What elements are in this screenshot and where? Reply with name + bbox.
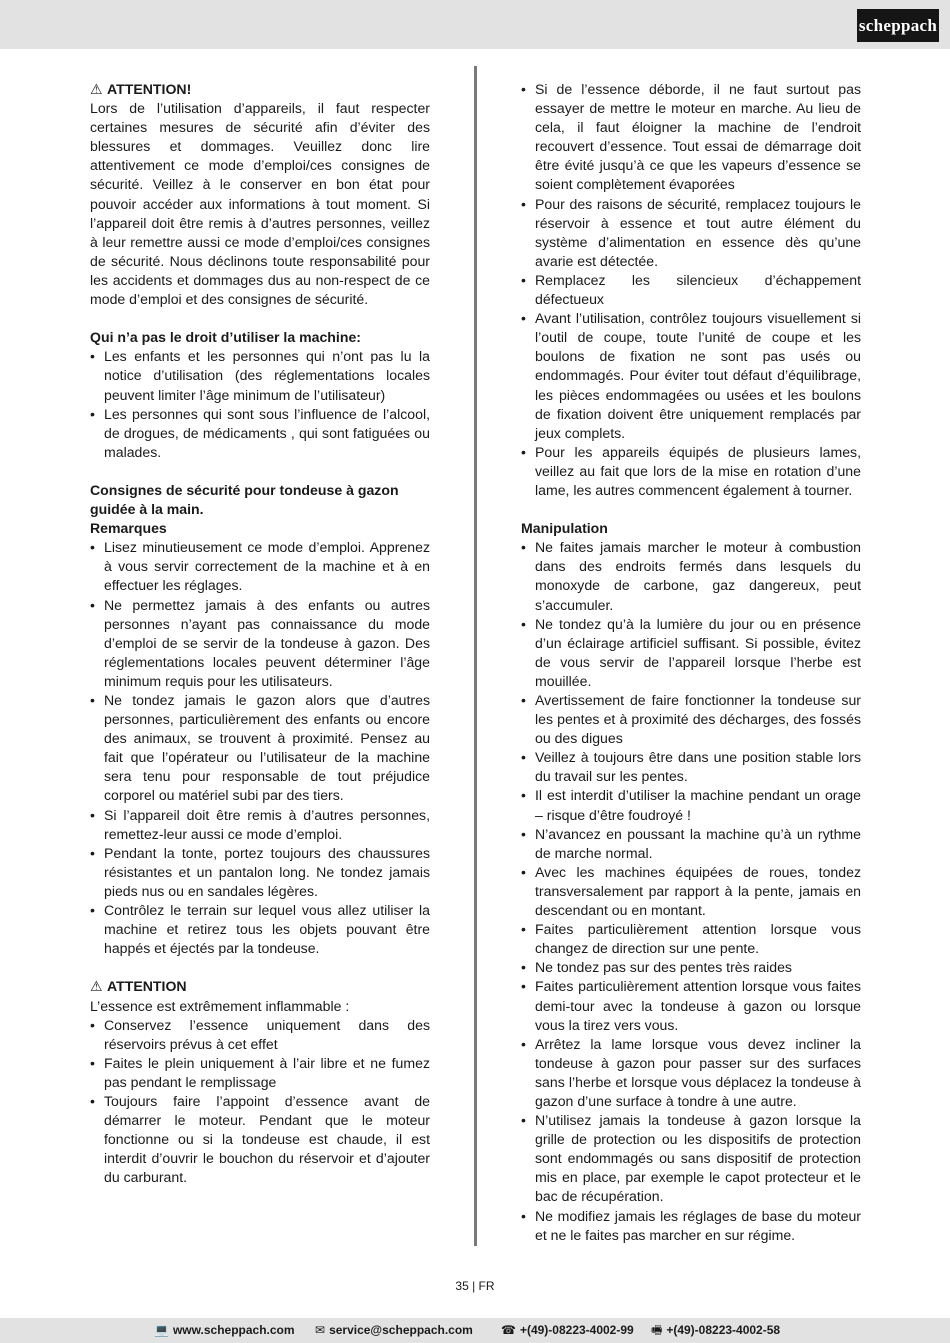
list-item: • N’utilisez jamais la tondeuse à gazon lorsque la grille de protection ou les dispositifs de protection sont endommagés ou sans dispositif de protection mis en place, par exemple le capot protecteur et le bac de récupération. [521, 1111, 861, 1206]
page-number: 35 | FR [455, 1279, 495, 1293]
list-item: • Faites particulièrement attention lorsque vous faites demi-tour avec la tondeuse à gazon ou lorsque vous la tirez vers vous. [521, 977, 861, 1034]
attention-fuel-heading: ⚠ ATTENTION [90, 977, 430, 996]
list-item: • Les personnes qui sont sous l’influence de l’alcool, de drogues, de médicaments , qui sont fatiguées ou malades. [90, 405, 430, 462]
list-item: • Si de l’essence déborde, il ne faut surtout pas essayer de mettre le moteur en marche. Au lieu de cela, il faut éloigner la machine de l’endroit recouvert d’essence. Tout essai de démarrage doit être évité jusqu’à ce que les vapeurs d’essence se soient complètement évaporées [521, 80, 861, 195]
footer-phone: ☎ +(49)-08223-4002-99 [501, 1323, 634, 1337]
no-right-heading: Qui n’a pas le droit d’utiliser la machine: [90, 329, 361, 346]
computer-icon: 💻 [154, 1323, 169, 1337]
right-column [521, 80, 861, 1245]
list-item: • Veillez à toujours être dans une position stable lors du travail sur les pentes. [521, 748, 861, 786]
list-item: • Conservez l’essence uniquement dans des réservoirs prévus à cet effet [90, 1016, 430, 1054]
envelope-icon: ✉ [315, 1323, 326, 1337]
list-item: • Avec les machines équipées de roues, tondez transversalement par rapport à la pente, jamais en descendant ou en montant. [521, 863, 861, 920]
list-item: • Avertissement de faire fonctionner la tondeuse sur les pentes et à proximité des décharges, des fossés ou des digues [521, 691, 861, 748]
list-item: • Remplacez les silencieux d’échappement défectueux [521, 271, 861, 309]
telephone-icon: ☎ [501, 1323, 516, 1337]
list-item: • Ne permettez jamais à des enfants ou autres personnes n’ayant pas connaissance du mode d’emploi de se servir de la tondeuse à gazon. Des réglementations locales peuvent déterminer l’âge minimum requis pour les utilisateurs. [90, 596, 430, 691]
list-item: • Ne faites jamais marcher le moteur à combustion dans des endroits fermés dans lesquels du monoxyde de carbone, gaz dangereux, peut s’accumuler. [521, 538, 861, 614]
footer-fax: 🖷 +(49)-08223-4002-58 [651, 1323, 781, 1337]
list-item: • Ne tondez jamais le gazon alors que d’autres personnes, particulièrement des enfants ou encore des animaux, se trouvent à proximité. Pensez au fait que l’opérateur ou l’utilisateur de la machine sera tenu pour responsable de tout préjudice corporel ou matériel subi par des tiers. [90, 691, 430, 806]
list-item: • Lisez minutieusement ce mode d’emploi. Apprenez à vous servir correctement de la machine et à en effectuer les réglages. [90, 538, 430, 595]
list-item: • Ne tondez pas sur des pentes très raides [521, 958, 861, 977]
list-item: • Faites le plein uniquement à l’air libre et ne fumez pas pendant le remplissage [90, 1054, 430, 1092]
column-divider [474, 66, 477, 1246]
manipulation-list [521, 538, 861, 1244]
left-column [90, 80, 430, 1187]
fax-icon: 🖷 [651, 1323, 663, 1337]
list-item: • Contrôlez le terrain sur lequel vous allez utiliser la machine et retirez tous les objets pouvant être happés et éjectés par la tondeuse. [90, 901, 430, 958]
list-item: • Avant l’utilisation, contrôlez toujours visuellement si l’outil de coupe, toute l’unité de coupe et les boulons de fixation ne sont pas usés ou endommagés. Pour éviter tout défaut d’équilibrage, les pièces endommagées ou usées et les boulons de fixation doivent être uniquement remplacés par jeux complets. [521, 309, 861, 443]
fuel-list [90, 1016, 430, 1188]
list-item: • Arrêtez la lame lorsque vous devez incliner la tondeuse à gazon pour passer sur des surfaces sans l’herbe et lorsque vous déplacez la tondeuse à gazon d’une surface à tondre à une autre. [521, 1035, 861, 1111]
manipulation-heading: Manipulation [521, 520, 608, 537]
list-item: • Pour des raisons de sécurité, remplacez toujours le réservoir à essence et tout autre élément du système d’alimentation en essence dès qu’une avarie est détectée. [521, 195, 861, 271]
attention-heading: ⚠ ATTENTION! [90, 80, 430, 99]
list-item: • Ne modifiez jamais les réglages de base du moteur et ne le faites pas marcher en sur régime. [521, 1207, 861, 1245]
fuel-intro: L’essence est extrêmement inflammable : [90, 997, 350, 1014]
list-item: • Toujours faire l’appoint d’essence avant de démarrer le moteur. Pendant que le moteur fonctionne ou si la tondeuse est chaude, il est interdit d’ouvrir le bouchon du réservoir et d’ajouter du carburant. [90, 1092, 430, 1187]
footer-email[interactable]: ✉ service@scheppach.com [315, 1323, 473, 1337]
list-item: • Il est interdit d’utiliser la machine pendant un orage – risque d’être foudroyé ! [521, 786, 861, 824]
footer-bar [0, 1318, 950, 1343]
remarks-list [90, 538, 430, 958]
list-item: • Si l’appareil doit être remis à d’autres personnes, remettez-leur aussi ce mode d’emploi. [90, 806, 430, 844]
list-item: • Pendant la tonte, portez toujours des chaussures résistantes et un pantalon long. Ne tondez jamais pieds nus ou en sandales légères. [90, 844, 430, 901]
warning-triangle-icon: ⚠ [90, 978, 103, 995]
list-item: • N’avancez en poussant la machine qu’à un rythme de marche normal. [521, 825, 861, 863]
no-right-list [90, 347, 430, 462]
list-item: • Les enfants et les personnes qui n’ont pas lu la notice d’utilisation (des réglementations locales peuvent limiter l’âge minimum de l’utilisateur) [90, 347, 430, 404]
list-item: • Pour les appareils équipés de plusieurs lames, veillez au fait que lors de la mise en rotation d’une lame, les autres commencent également à tourner. [521, 443, 861, 500]
list-item: • Ne tondez qu’à la lumière du jour ou en présence d’un éclairage artificiel suffisant. Si possible, évitez de vous servir de l’appareil lorsque l’herbe est mouillée. [521, 615, 861, 691]
fuel-list-continued [521, 80, 861, 500]
safety-heading: Consignes de sécurité pour tondeuse à gazon guidée à la main. [90, 481, 399, 518]
list-item: • Faites particulièrement attention lorsque vous changez de direction sur une pente. [521, 920, 861, 958]
footer-website[interactable]: 💻 www.scheppach.com [154, 1323, 295, 1337]
remarks-subheading: Remarques [90, 520, 167, 537]
attention-paragraph: Lors de l’utilisation d’appareils, il faut respecter certaines mesures de sécurité afin d’éviter des blessures et dommages. Veuillez donc lire attentivement ce mode d’emploi/ces consignes de sécurité. Veillez à le conserver en bon état pour pouvoir accéder aux informations à tout moment. Si l’appareil doit être remis à d’autres personnes, veillez à leur remettre aussi ce mode d’emploi/ces consignes de sécurité. Nous déclinons toute responsabilité pour les accidents et dommages dus au non-respect de ce mode d’emploi et des consignes de sécurité. [90, 100, 430, 308]
scheppach-logo: scheppach [857, 9, 939, 42]
header-bar [0, 0, 950, 49]
warning-triangle-icon: ⚠ [90, 81, 103, 97]
